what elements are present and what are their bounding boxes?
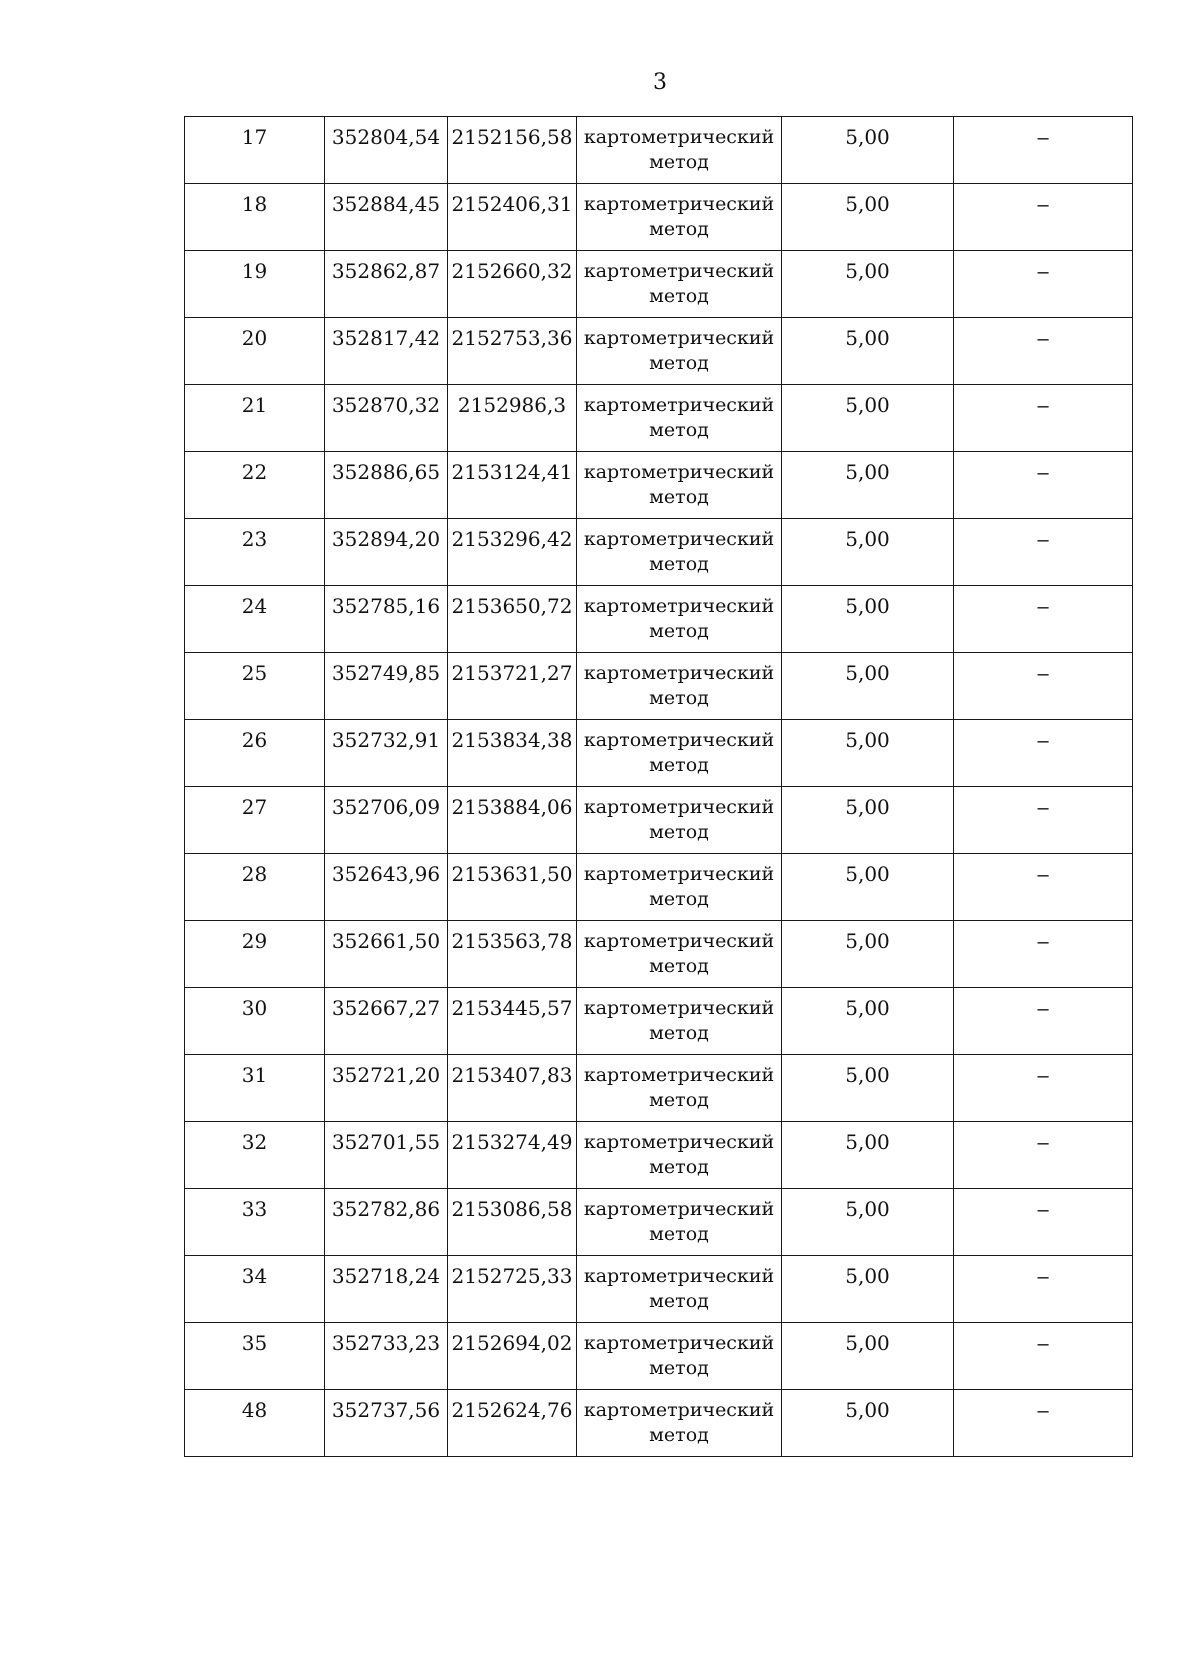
note-cell (954, 1256, 1133, 1323)
note-cell (954, 117, 1133, 184)
y-coordinate-value: 2153407,83 (451, 1063, 573, 1087)
y-coordinate-value: 2153884,06 (451, 795, 573, 819)
y-coordinate-cell (448, 184, 577, 251)
accuracy-cell (782, 184, 954, 251)
page-number: 3 (653, 70, 667, 95)
x-coordinate-cell (325, 1189, 448, 1256)
method-cell (577, 787, 782, 854)
table-row (185, 720, 1133, 787)
x-coordinate-cell (325, 586, 448, 653)
method-cell (577, 117, 782, 184)
point-number-value: 21 (241, 393, 268, 417)
coordinates-table (184, 116, 1133, 1457)
method-cell (577, 385, 782, 452)
method-line-1: картометрический (583, 126, 775, 148)
x-coordinate-cell (325, 720, 448, 787)
method-line-2: метод (649, 1357, 709, 1379)
accuracy-cell (782, 318, 954, 385)
coordinates-table-body (185, 117, 1133, 1457)
y-coordinate-value: 2152753,36 (451, 326, 573, 350)
method-line-1: картометрический (583, 997, 775, 1019)
accuracy-cell (782, 1189, 954, 1256)
y-coordinate-value: 2152624,76 (451, 1398, 573, 1422)
y-coordinate-cell (448, 720, 577, 787)
y-coordinate-cell (448, 251, 577, 318)
accuracy-value: 5,00 (845, 661, 890, 685)
method-line-1: картометрический (583, 1131, 775, 1153)
x-coordinate-value: 352870,32 (331, 393, 441, 417)
method-cell (577, 1256, 782, 1323)
method-line-1: картометрический (583, 528, 775, 550)
accuracy-cell (782, 1390, 954, 1457)
accuracy-cell (782, 854, 954, 921)
note-value: – (1037, 1266, 1049, 1288)
y-coordinate-value: 2152986,3 (457, 393, 567, 417)
method-cell (577, 519, 782, 586)
x-coordinate-value: 352733,23 (331, 1331, 441, 1355)
y-coordinate-cell (448, 653, 577, 720)
x-coordinate-cell (325, 318, 448, 385)
point-number-cell (185, 1122, 325, 1189)
method-line-2: метод (649, 218, 709, 240)
x-coordinate-value: 352718,24 (331, 1264, 441, 1288)
method-line-1: картометрический (583, 930, 775, 952)
x-coordinate-cell (325, 519, 448, 586)
y-coordinate-value: 2153563,78 (451, 929, 573, 953)
accuracy-cell (782, 720, 954, 787)
accuracy-value: 5,00 (845, 1331, 890, 1355)
note-cell (954, 251, 1133, 318)
y-coordinate-value: 2152694,02 (451, 1331, 573, 1355)
method-cell (577, 1323, 782, 1390)
method-cell (577, 1390, 782, 1457)
point-number-cell (185, 1256, 325, 1323)
method-cell (577, 653, 782, 720)
x-coordinate-cell (325, 184, 448, 251)
accuracy-cell (782, 921, 954, 988)
method-line-1: картометрический (583, 327, 775, 349)
point-number-cell (185, 1189, 325, 1256)
x-coordinate-value: 352817,42 (331, 326, 441, 350)
note-cell (954, 854, 1133, 921)
y-coordinate-cell (448, 1390, 577, 1457)
y-coordinate-value: 2152660,32 (451, 259, 573, 283)
accuracy-value: 5,00 (845, 125, 890, 149)
accuracy-value: 5,00 (845, 326, 890, 350)
x-coordinate-cell (325, 1390, 448, 1457)
accuracy-cell (782, 1256, 954, 1323)
point-number-value: 22 (241, 460, 268, 484)
x-coordinate-cell (325, 1055, 448, 1122)
y-coordinate-cell (448, 921, 577, 988)
accuracy-value: 5,00 (845, 527, 890, 551)
point-number-value: 27 (241, 795, 268, 819)
method-line-2: метод (649, 1022, 709, 1044)
method-line-2: метод (649, 955, 709, 977)
note-value: – (1037, 395, 1049, 417)
method-cell (577, 1189, 782, 1256)
method-line-2: метод (649, 151, 709, 173)
accuracy-cell (782, 787, 954, 854)
point-number-value: 35 (241, 1331, 268, 1355)
note-value: – (1037, 1400, 1049, 1422)
note-value: – (1037, 529, 1049, 551)
point-number-cell (185, 385, 325, 452)
y-coordinate-cell (448, 117, 577, 184)
y-coordinate-cell (448, 787, 577, 854)
y-coordinate-cell (448, 1189, 577, 1256)
method-line-1: картометрический (583, 1265, 775, 1287)
x-coordinate-cell (325, 787, 448, 854)
y-coordinate-value: 2153296,42 (451, 527, 573, 551)
accuracy-value: 5,00 (845, 1398, 890, 1422)
point-number-cell (185, 1323, 325, 1390)
accuracy-value: 5,00 (845, 1063, 890, 1087)
method-line-1: картометрический (583, 260, 775, 282)
method-cell (577, 1055, 782, 1122)
method-line-2: метод (649, 1156, 709, 1178)
method-line-2: метод (649, 419, 709, 441)
x-coordinate-cell (325, 1256, 448, 1323)
note-cell (954, 1189, 1133, 1256)
x-coordinate-value: 352737,56 (331, 1398, 441, 1422)
note-cell (954, 586, 1133, 653)
method-line-1: картометрический (583, 1399, 775, 1421)
table-row (185, 117, 1133, 184)
note-cell (954, 385, 1133, 452)
method-line-1: картометрический (583, 662, 775, 684)
accuracy-cell (782, 385, 954, 452)
note-value: – (1037, 194, 1049, 216)
x-coordinate-cell (325, 117, 448, 184)
accuracy-cell (782, 117, 954, 184)
y-coordinate-value: 2152406,31 (451, 192, 573, 216)
method-cell (577, 251, 782, 318)
x-coordinate-value: 352643,96 (331, 862, 441, 886)
accuracy-cell (782, 1323, 954, 1390)
accuracy-value: 5,00 (845, 929, 890, 953)
method-cell (577, 854, 782, 921)
point-number-value: 19 (241, 259, 268, 283)
accuracy-cell (782, 251, 954, 318)
note-value: – (1037, 931, 1049, 953)
y-coordinate-cell (448, 385, 577, 452)
method-line-1: картометрический (583, 729, 775, 751)
x-coordinate-value: 352706,09 (331, 795, 441, 819)
note-value: – (1037, 328, 1049, 350)
method-line-1: картометрический (583, 796, 775, 818)
method-line-1: картометрический (583, 193, 775, 215)
y-coordinate-cell (448, 586, 577, 653)
point-number-cell (185, 1055, 325, 1122)
y-coordinate-cell (448, 519, 577, 586)
table-row (185, 921, 1133, 988)
y-coordinate-cell (448, 1323, 577, 1390)
method-cell (577, 921, 782, 988)
accuracy-value: 5,00 (845, 1264, 890, 1288)
table-row (185, 653, 1133, 720)
note-cell (954, 988, 1133, 1055)
method-line-2: метод (649, 754, 709, 776)
accuracy-value: 5,00 (845, 594, 890, 618)
point-number-cell (185, 251, 325, 318)
method-line-2: метод (649, 1089, 709, 1111)
method-line-1: картометрический (583, 461, 775, 483)
accuracy-cell (782, 1055, 954, 1122)
note-value: – (1037, 663, 1049, 685)
x-coordinate-value: 352667,27 (331, 996, 441, 1020)
note-cell (954, 787, 1133, 854)
point-number-cell (185, 452, 325, 519)
method-line-2: метод (649, 285, 709, 307)
accuracy-value: 5,00 (845, 393, 890, 417)
accuracy-value: 5,00 (845, 460, 890, 484)
accuracy-value: 5,00 (845, 728, 890, 752)
table-row (185, 1390, 1133, 1457)
method-cell (577, 184, 782, 251)
note-cell (954, 1390, 1133, 1457)
method-line-1: картометрический (583, 1332, 775, 1354)
method-line-2: метод (649, 553, 709, 575)
point-number-value: 28 (241, 862, 268, 886)
x-coordinate-value: 352749,85 (331, 661, 441, 685)
point-number-cell (185, 318, 325, 385)
x-coordinate-value: 352701,55 (331, 1130, 441, 1154)
point-number-value: 32 (241, 1130, 268, 1154)
note-cell (954, 921, 1133, 988)
x-coordinate-cell (325, 385, 448, 452)
note-cell (954, 318, 1133, 385)
x-coordinate-cell (325, 1122, 448, 1189)
point-number-value: 48 (241, 1398, 268, 1422)
method-cell (577, 586, 782, 653)
note-cell (954, 1122, 1133, 1189)
method-line-2: метод (649, 620, 709, 642)
point-number-value: 34 (241, 1264, 268, 1288)
accuracy-value: 5,00 (845, 795, 890, 819)
table-row (185, 1323, 1133, 1390)
y-coordinate-cell (448, 1256, 577, 1323)
table-row (185, 385, 1133, 452)
accuracy-cell (782, 519, 954, 586)
accuracy-cell (782, 988, 954, 1055)
x-coordinate-value: 352862,87 (331, 259, 441, 283)
table-row (185, 519, 1133, 586)
note-value: – (1037, 127, 1049, 149)
note-value: – (1037, 998, 1049, 1020)
x-coordinate-value: 352785,16 (331, 594, 441, 618)
table-row (185, 1055, 1133, 1122)
method-line-2: метод (649, 888, 709, 910)
x-coordinate-value: 352721,20 (331, 1063, 441, 1087)
y-coordinate-value: 2153124,41 (451, 460, 573, 484)
table-row (185, 854, 1133, 921)
note-value: – (1037, 864, 1049, 886)
method-cell (577, 452, 782, 519)
point-number-cell (185, 586, 325, 653)
note-cell (954, 653, 1133, 720)
point-number-value: 31 (241, 1063, 268, 1087)
table-row (185, 318, 1133, 385)
note-cell (954, 1055, 1133, 1122)
point-number-cell (185, 988, 325, 1055)
method-line-1: картометрический (583, 394, 775, 416)
y-coordinate-value: 2152156,58 (451, 125, 573, 149)
method-cell (577, 318, 782, 385)
y-coordinate-cell (448, 318, 577, 385)
method-line-1: картометрический (583, 1198, 775, 1220)
accuracy-cell (782, 586, 954, 653)
note-cell (954, 184, 1133, 251)
x-coordinate-cell (325, 854, 448, 921)
point-number-cell (185, 1390, 325, 1457)
table-row (185, 1189, 1133, 1256)
method-line-1: картометрический (583, 863, 775, 885)
y-coordinate-value: 2153834,38 (451, 728, 573, 752)
accuracy-value: 5,00 (845, 192, 890, 216)
point-number-cell (185, 519, 325, 586)
point-number-value: 17 (241, 125, 268, 149)
method-line-2: метод (649, 687, 709, 709)
y-coordinate-value: 2153650,72 (451, 594, 573, 618)
y-coordinate-value: 2153274,49 (451, 1130, 573, 1154)
table-row (185, 251, 1133, 318)
accuracy-value: 5,00 (845, 996, 890, 1020)
x-coordinate-value: 352884,45 (331, 192, 441, 216)
note-value: – (1037, 797, 1049, 819)
point-number-cell (185, 787, 325, 854)
note-cell (954, 519, 1133, 586)
table-row (185, 184, 1133, 251)
x-coordinate-value: 352894,20 (331, 527, 441, 551)
y-coordinate-value: 2153445,57 (451, 996, 573, 1020)
y-coordinate-value: 2153631,50 (451, 862, 573, 886)
table-row (185, 452, 1133, 519)
x-coordinate-value: 352732,91 (331, 728, 441, 752)
point-number-cell (185, 184, 325, 251)
x-coordinate-value: 352782,86 (331, 1197, 441, 1221)
point-number-cell (185, 653, 325, 720)
note-value: – (1037, 1199, 1049, 1221)
point-number-value: 25 (241, 661, 268, 685)
table-row (185, 1122, 1133, 1189)
method-cell (577, 988, 782, 1055)
accuracy-cell (782, 452, 954, 519)
method-line-2: метод (649, 1223, 709, 1245)
y-coordinate-value: 2153086,58 (451, 1197, 573, 1221)
x-coordinate-cell (325, 452, 448, 519)
y-coordinate-cell (448, 1122, 577, 1189)
y-coordinate-value: 2153721,27 (451, 661, 573, 685)
method-cell (577, 720, 782, 787)
point-number-cell (185, 854, 325, 921)
method-line-2: метод (649, 486, 709, 508)
table-row (185, 586, 1133, 653)
point-number-cell (185, 720, 325, 787)
point-number-cell (185, 921, 325, 988)
x-coordinate-cell (325, 251, 448, 318)
point-number-value: 26 (241, 728, 268, 752)
accuracy-value: 5,00 (845, 862, 890, 886)
method-cell (577, 1122, 782, 1189)
method-line-2: метод (649, 1424, 709, 1446)
y-coordinate-cell (448, 1055, 577, 1122)
x-coordinate-cell (325, 988, 448, 1055)
y-coordinate-value: 2152725,33 (451, 1264, 573, 1288)
x-coordinate-cell (325, 1323, 448, 1390)
point-number-value: 30 (241, 996, 268, 1020)
point-number-value: 18 (241, 192, 268, 216)
point-number-value: 29 (241, 929, 268, 953)
y-coordinate-cell (448, 452, 577, 519)
y-coordinate-cell (448, 988, 577, 1055)
table-row (185, 988, 1133, 1055)
method-line-1: картометрический (583, 595, 775, 617)
x-coordinate-cell (325, 921, 448, 988)
note-cell (954, 720, 1133, 787)
x-coordinate-value: 352886,65 (331, 460, 441, 484)
note-value: – (1037, 462, 1049, 484)
point-number-value: 24 (241, 594, 268, 618)
table-row (185, 1256, 1133, 1323)
note-cell (954, 452, 1133, 519)
x-coordinate-value: 352804,54 (331, 125, 441, 149)
note-value: – (1037, 261, 1049, 283)
method-line-2: метод (649, 1290, 709, 1312)
y-coordinate-cell (448, 854, 577, 921)
note-value: – (1037, 1065, 1049, 1087)
method-line-2: метод (649, 352, 709, 374)
x-coordinate-cell (325, 653, 448, 720)
x-coordinate-value: 352661,50 (331, 929, 441, 953)
accuracy-cell (782, 1122, 954, 1189)
note-cell (954, 1323, 1133, 1390)
point-number-value: 23 (241, 527, 268, 551)
point-number-cell (185, 117, 325, 184)
note-value: – (1037, 596, 1049, 618)
method-line-1: картометрический (583, 1064, 775, 1086)
accuracy-value: 5,00 (845, 259, 890, 283)
note-value: – (1037, 730, 1049, 752)
note-value: – (1037, 1132, 1049, 1154)
method-line-2: метод (649, 821, 709, 843)
accuracy-value: 5,00 (845, 1130, 890, 1154)
accuracy-cell (782, 653, 954, 720)
note-value: – (1037, 1333, 1049, 1355)
accuracy-value: 5,00 (845, 1197, 890, 1221)
point-number-value: 33 (241, 1197, 268, 1221)
point-number-value: 20 (241, 326, 268, 350)
table-row (185, 787, 1133, 854)
